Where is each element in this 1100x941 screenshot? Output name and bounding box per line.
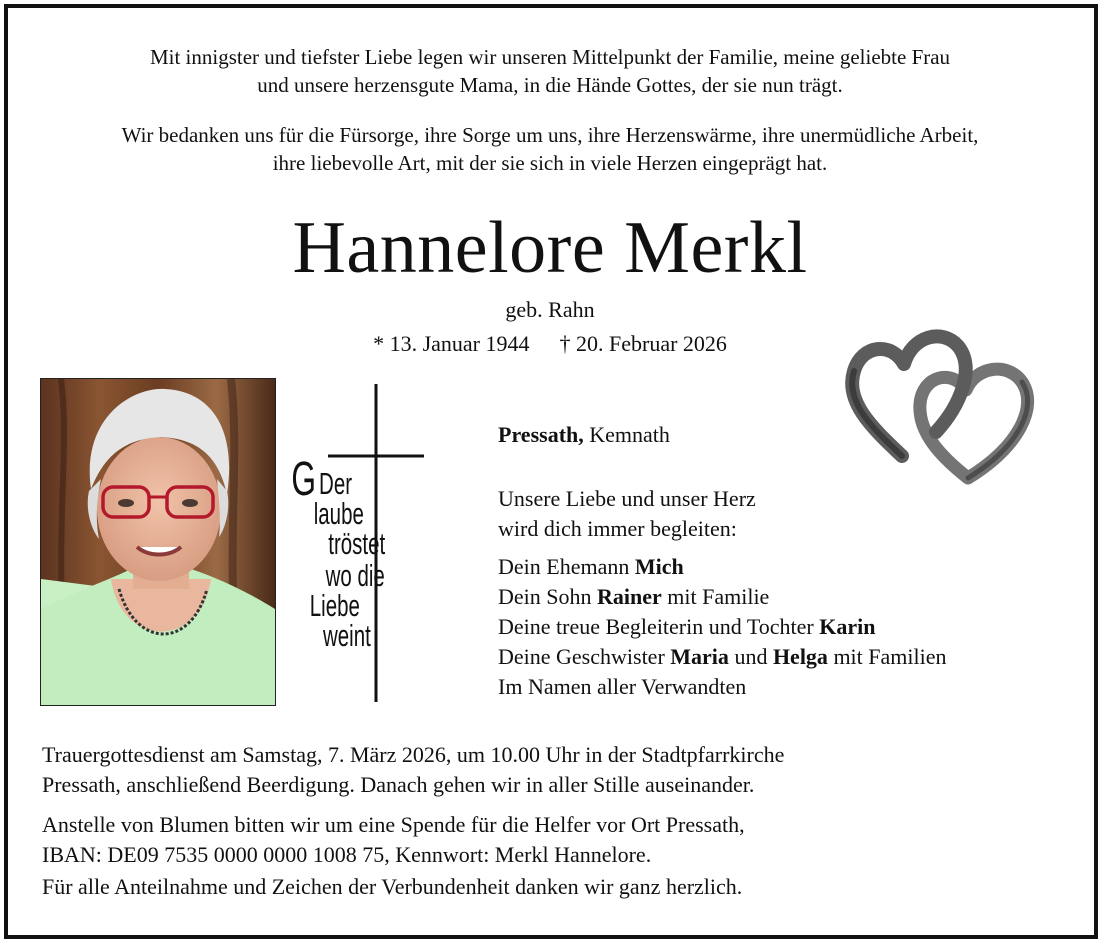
quote-line: weint: [323, 618, 371, 653]
donation-notice: [42, 810, 1072, 870]
portrait-photo: [40, 378, 276, 706]
mourner-relation: Dein Sohn: [498, 584, 597, 609]
mourner-suffix: mit Familien: [827, 644, 947, 669]
intro-line: und unsere herzensgute Mama, in die Hände Gottes, der sie nun trägt.: [257, 73, 843, 97]
mourner-row: [498, 612, 947, 642]
mourner-relation: Deine Geschwister: [498, 644, 671, 669]
family-block: [498, 420, 947, 702]
service-line: Pressath, anschließend Beerdigung. Danach gehen wir in aller Stille auseinander.: [42, 772, 755, 797]
mourner-name: Rainer: [597, 584, 662, 609]
place-line: [498, 420, 947, 450]
intro-line: ihre liebevolle Art, mit der sie sich in viele Herzen eingeprägt hat.: [272, 151, 828, 175]
donation-line: IBAN: DE09 7535 0000 0000 1008 75, Kennwort: Merkl Hannelore.: [42, 842, 652, 867]
love-line: Unsere Liebe und unser Herz: [498, 486, 756, 511]
deceased-name: Hannelore Merkl: [292, 207, 808, 289]
quote-line: laube: [313, 496, 364, 531]
cross-motif: [290, 382, 430, 704]
intro-paragraph-1: [0, 43, 1100, 99]
place-secondary: Kemnath: [583, 422, 670, 447]
birth-date: * 13. Januar 1944: [373, 331, 530, 356]
mourner-name: Mich: [634, 554, 684, 579]
intro-line: Wir bedanken uns für die Fürsorge, ihre Sorge um uns, ihre Herzenswärme, ihre unermüdliche Arbeit,: [121, 123, 979, 147]
mourner-name: Helga: [772, 644, 828, 669]
thanks-notice: [42, 872, 1072, 902]
intro-paragraph-2: [0, 121, 1100, 177]
love-line: wird dich immer begleiten:: [498, 516, 737, 541]
mourner-row: [498, 642, 947, 672]
death-date: † 20. Februar 2026: [559, 331, 727, 356]
mourner-row: [498, 582, 947, 612]
mourner-suffix: mit Familie: [661, 584, 770, 609]
mourner-row: Im Namen aller Verwandten: [498, 674, 747, 699]
quote-line: Der: [319, 466, 353, 501]
mourner-name: Maria: [670, 644, 729, 669]
mourner-relation: Dein Ehemann: [498, 554, 635, 579]
mourner-row: [498, 552, 947, 582]
mourners-list: [498, 552, 947, 702]
service-line: Trauergottesdienst am Samstag, 7. März 2026, um 10.00 Uhr in der Stadtpfarrkirche: [42, 742, 785, 767]
service-notice: [42, 740, 1072, 800]
donation-line: Anstelle von Blumen bitten wir um eine Spende für die Helfer vor Ort Pressath,: [42, 812, 745, 837]
quote-line: Liebe: [309, 588, 360, 623]
intro-line: Mit innigster und tiefster Liebe legen wir unseren Mittelpunkt der Familie, meine geliebte Frau: [149, 45, 951, 69]
portrait-image: [41, 379, 275, 705]
quote-line: tröstet: [328, 526, 386, 561]
mourner-connector: und: [728, 644, 773, 669]
birth-name: geb. Rahn: [505, 297, 595, 322]
place-main: Pressath,: [498, 422, 584, 447]
thanks-line: Für alle Anteilnahme und Zeichen der Verbundenheit danken wir ganz herzlich.: [42, 874, 743, 899]
mourner-relation: Deine treue Begleiterin und Tochter: [498, 614, 820, 639]
quote-line: wo die: [325, 558, 385, 593]
quote-initial: G: [291, 453, 316, 506]
mourner-name: Karin: [819, 614, 876, 639]
